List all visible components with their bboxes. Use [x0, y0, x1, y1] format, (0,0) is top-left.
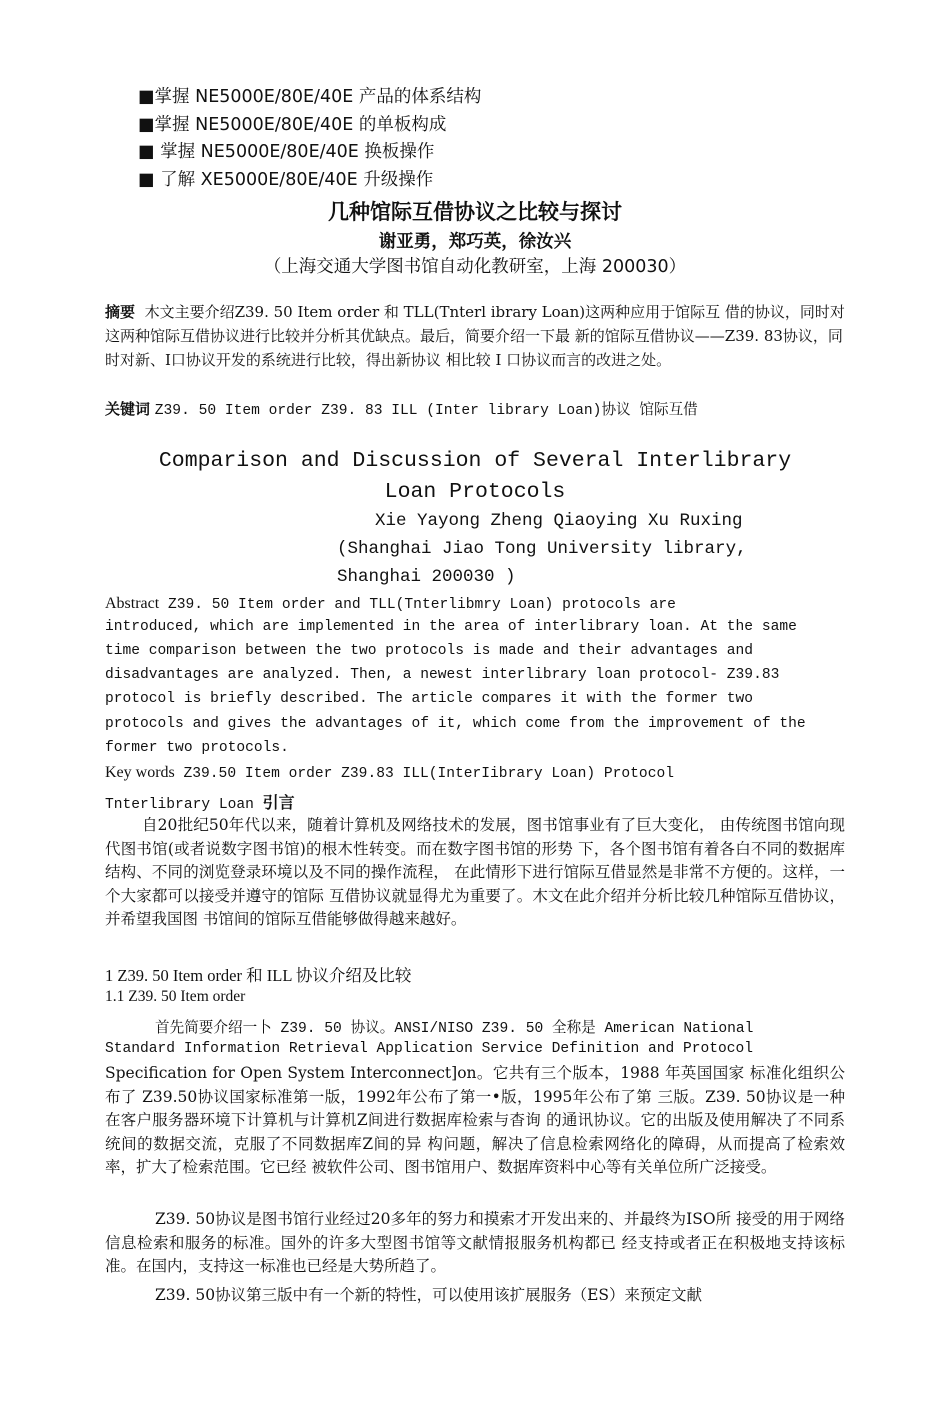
english-affiliation-line2: Shanghai 200030 )	[337, 567, 516, 587]
english-abstract-line: protocol is briefly described. The article compares it with the former two	[105, 691, 754, 707]
english-title-line1: Comparison and Discussion of Several Interlibrary	[158, 449, 792, 473]
section-1-1-paragraph-3: Z39. 50协议第三版中有一个新的特性，可以使用该扩展服务（ES）来预定文献	[155, 1286, 703, 1304]
keywords-text: Z39. 50 Item order Z39. 83 ILL (Inter library Loan)协议 馆际互借	[154, 403, 698, 419]
section-1-heading: 1 Z39. 50 Item order 和 ILL 协议介绍及比较	[105, 966, 412, 985]
keywords-label: 关键词	[105, 400, 151, 418]
english-affiliation-line1: (Shanghai Jiao Tong University library,	[337, 539, 747, 559]
section-1-1-paragraph: Specification for Open System Interconnect]on。它共有三个版本，1988 年英国国家 标准化组织公布了 Z39.50协议国家标准第一版，1992年公布了第一•版，1995年公布了第 三版。Z39. 50协议是一种在客户服务器环境下计算机与计算机Z间进行数据库检索与杳询 的通讯协议。它的出版及使用解决了不同系统间的数据交流，克服了不同数据库Z间的异 构问题，解决了信息检索网络化的障碍，从而提高了检索效率，扩大了检索范围。它已经 被软件公司、图书馆用户、数据库资料中心等有关单位所广泛接受。	[105, 1064, 845, 1177]
english-keywords-text: Z39.50 Item order Z39.83 ILL(InterIibrary Loan) Protocol	[183, 766, 674, 782]
chinese-title: 几种馆际互借协议之比较与探讨	[328, 200, 622, 224]
chinese-abstract	[105, 300, 845, 372]
english-abstract-line: former two protocols.	[105, 740, 289, 756]
chinese-keywords	[105, 397, 845, 423]
abstract-label: 摘要	[105, 303, 136, 321]
english-keywords	[105, 764, 674, 782]
intro-paragraph: 自20批纪50年代以来，随着计算机及网络技术的发展，图书馆事业有了巨大变化， 由传统图书馆向现代图书馆(或者说数字图书馆)的根木性转变。而在数字图书馆的形势 下，各个图书馆有着各白不同的数据库结构、不同的浏览登录环境以及不同的操作流程， 在此情形下进行馆际互借显然是非常不方便的。这样，一个大家都可以接受并遵守的馆际 互借协议就显得尤为重要了。木文在此介绍并分析比较几种馆际互借协议，并希望我国图 书馆间的馆际互借能够做得越来越好。	[105, 816, 845, 929]
intro-label: 引言	[262, 793, 295, 812]
list-item: ■ 掌握 NE5000E/80E/40E 换板操作	[138, 142, 435, 162]
section-1-1-line: Standard Information Retrieval Application Service Definition and Protocol	[105, 1041, 754, 1057]
abstract-text: 木文主要介绍Z39. 50 Item order 和 TLL(Tnterl ibrary Loan)这两种应用于馆际互 借的协议，同时对这两种馆际互借协议进行比较并分析其优缺点。最后，简要介绍一下最 新的馆际互借协议——Z39. 83协议，同时对新、I口协议开发的系统进行比较，得出新协议 相比较 I 口协议而言的改进之处。	[105, 303, 845, 369]
english-authors: Xie Yayong Zheng Qiaoying Xu Ruxing	[375, 511, 743, 531]
section-1-1-line: 首先简要介绍一卜 Z39. 50 协议。ANSI/NISO Z39. 50 全称是 American National	[155, 1021, 754, 1037]
list-item: ■掌握 NE5000E/80E/40E 产品的体系结构	[138, 87, 482, 107]
list-item: ■ 了解 XE5000E/80E/40E 升级操作	[138, 169, 434, 190]
section-1-1-heading: 1.1 Z39. 50 Item order	[105, 988, 246, 1005]
list-item: ■掌握 NE5000E/80E/40E 的单板构成	[138, 114, 447, 135]
english-title-line2: Loan Protocols	[384, 480, 566, 504]
english-keywords-continued	[105, 790, 295, 813]
section-1-1-paragraph-2: Z39. 50协议是图书馆行业经过20多年的努力和摸索才开发出来的、并最终为ISO所 接受的用于网络信息检索和服务的标准。国外的许多大型图书馆等文献情报服务机构都已 经支持或者正在积极地支持该标准。在国内，支持这一标准也已经是大势所趋了。	[105, 1210, 845, 1276]
english-abstract-line: time comparison between the two protocols is made and their advantages and	[105, 643, 754, 659]
chinese-authors: 谢亚勇，郑巧英，徐汝兴	[378, 232, 572, 252]
english-abstract-line	[105, 595, 676, 613]
english-abstract-line: introduced, which are implemented in the area of interlibrary loan. At the same	[105, 619, 797, 635]
english-abstract-text: Z39. 50 Item order and TLL(Tnterlibmry Loan) protocols are	[167, 597, 676, 613]
english-keywords-text2: Tnterlibrary Loan	[105, 797, 254, 813]
english-abstract-line: protocols and gives the advantages of it, which come from the improvement of the	[105, 716, 806, 732]
english-abstract-label: Abstract	[105, 595, 160, 612]
objectives-list	[138, 84, 481, 194]
english-keywords-label: Key words	[105, 764, 175, 781]
english-abstract-line: disadvantages are analyzed. Then, a newest interlibrary loan protocol- Z39.83	[105, 667, 780, 683]
chinese-affiliation: （上海交通大学图书馆自动化教研室，上海 200030）	[263, 257, 687, 277]
